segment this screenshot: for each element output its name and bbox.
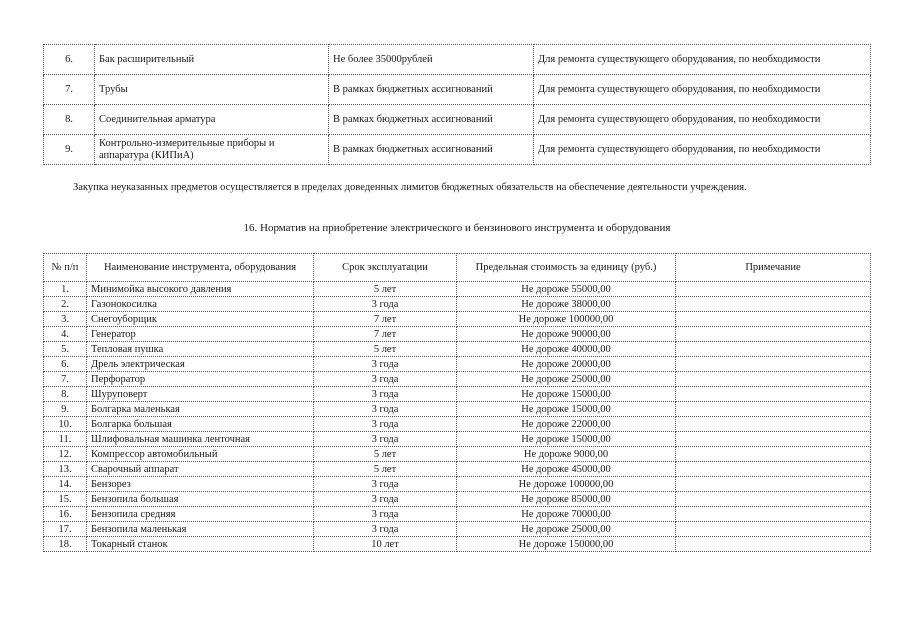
row-note (676, 327, 871, 342)
max-price: Не дороже 25000,00 (457, 372, 676, 387)
row-note (676, 492, 871, 507)
service-life: 7 лет (314, 327, 457, 342)
table-row (44, 327, 871, 342)
tool-name: Шуруповерт (87, 387, 314, 402)
item-limit: В рамках бюджетных ассигнований (329, 105, 534, 135)
table-row (44, 75, 871, 105)
table-row (44, 135, 871, 165)
service-life: 3 года (314, 507, 457, 522)
row-number: 7. (44, 75, 95, 105)
max-price: Не дороже 15000,00 (457, 402, 676, 417)
row-number: 4. (44, 327, 87, 342)
row-note (676, 447, 871, 462)
service-life: 5 лет (314, 342, 457, 357)
item-note: Для ремонта существующего оборудования, по необходимости (534, 45, 871, 75)
service-life: 5 лет (314, 462, 457, 477)
row-note (676, 387, 871, 402)
item-note: Для ремонта существующего оборудования, по необходимости (534, 75, 871, 105)
row-note (676, 507, 871, 522)
procurement-note: Закупка неуказанных предметов осуществляется в пределах доведенных лимитов бюджетных обязательств на обеспечение деятельности учреждения. (73, 182, 747, 193)
table-row (44, 432, 871, 447)
max-price: Не дороже 25000,00 (457, 522, 676, 537)
table-header-row (44, 254, 871, 282)
item-limit: В рамках бюджетных ассигнований (329, 135, 534, 165)
item-note: Для ремонта существующего оборудования, по необходимости (534, 135, 871, 165)
table-row (44, 477, 871, 492)
tool-name: Снегоуборщик (87, 312, 314, 327)
header-note: Примечание (676, 254, 871, 282)
max-price: Не дороже 9000,00 (457, 447, 676, 462)
tool-name: Компрессор автомобильный (87, 447, 314, 462)
row-number: 8. (44, 387, 87, 402)
service-life: 3 года (314, 522, 457, 537)
tool-name: Бензопила средняя (87, 507, 314, 522)
service-life: 3 года (314, 387, 457, 402)
item-limit: Не более 35000рублей (329, 45, 534, 75)
max-price: Не дороже 45000,00 (457, 462, 676, 477)
row-note (676, 357, 871, 372)
service-life: 3 года (314, 477, 457, 492)
row-number: 17. (44, 522, 87, 537)
service-life: 5 лет (314, 282, 457, 297)
table-row (44, 342, 871, 357)
row-number: 18. (44, 537, 87, 552)
max-price: Не дороже 85000,00 (457, 492, 676, 507)
row-note (676, 522, 871, 537)
service-life: 5 лет (314, 447, 457, 462)
max-price: Не дороже 15000,00 (457, 387, 676, 402)
row-note (676, 297, 871, 312)
row-number: 6. (44, 45, 95, 75)
max-price: Не дороже 22000,00 (457, 417, 676, 432)
row-note (676, 537, 871, 552)
tool-name: Шлифовальная машинка ленточная (87, 432, 314, 447)
row-number: 13. (44, 462, 87, 477)
row-note (676, 477, 871, 492)
row-number: 14. (44, 477, 87, 492)
table-row (44, 402, 871, 417)
tool-name: Болгарка большая (87, 417, 314, 432)
service-life: 3 года (314, 372, 457, 387)
service-life: 3 года (314, 297, 457, 312)
tool-name: Бензопила маленькая (87, 522, 314, 537)
table-row (44, 507, 871, 522)
service-life: 3 года (314, 417, 457, 432)
table-row (44, 282, 871, 297)
tool-name: Болгарка маленькая (87, 402, 314, 417)
tool-name: Перфоратор (87, 372, 314, 387)
row-number: 9. (44, 135, 95, 165)
max-price: Не дороже 20000,00 (457, 357, 676, 372)
item-name: Трубы (95, 75, 329, 105)
table-row (44, 492, 871, 507)
row-number: 10. (44, 417, 87, 432)
item-limit: В рамках бюджетных ассигнований (329, 75, 534, 105)
item-name: Соединительная арматура (95, 105, 329, 135)
service-life: 7 лет (314, 312, 457, 327)
section-title: 16. Норматив на приобретение электрического и бензинового инструмента и оборудования (243, 222, 671, 234)
row-note (676, 282, 871, 297)
row-number: 7. (44, 372, 87, 387)
tool-name: Генератор (87, 327, 314, 342)
max-price: Не дороже 90000,00 (457, 327, 676, 342)
max-price: Не дороже 40000,00 (457, 342, 676, 357)
row-number: 11. (44, 432, 87, 447)
table-row (44, 105, 871, 135)
row-number: 5. (44, 342, 87, 357)
row-number: 6. (44, 357, 87, 372)
row-number: 2. (44, 297, 87, 312)
max-price: Не дороже 15000,00 (457, 432, 676, 447)
table-row (44, 537, 871, 552)
tool-name: Тепловая пушка (87, 342, 314, 357)
row-number: 12. (44, 447, 87, 462)
table-row (44, 372, 871, 387)
service-life: 3 года (314, 402, 457, 417)
tool-name: Токарный станок (87, 537, 314, 552)
table-row (44, 312, 871, 327)
row-number: 1. (44, 282, 87, 297)
service-life: 3 года (314, 492, 457, 507)
row-note (676, 402, 871, 417)
row-note (676, 462, 871, 477)
item-note: Для ремонта существующего оборудования, по необходимости (534, 105, 871, 135)
max-price: Не дороже 150000,00 (457, 537, 676, 552)
service-life: 10 лет (314, 537, 457, 552)
row-number: 15. (44, 492, 87, 507)
row-note (676, 417, 871, 432)
item-name: Бак расширительный (95, 45, 329, 75)
service-life: 3 года (314, 357, 457, 372)
header-term: Срок эксплуатации (314, 254, 457, 282)
max-price: Не дороже 70000,00 (457, 507, 676, 522)
table-row (44, 447, 871, 462)
service-life: 3 года (314, 432, 457, 447)
max-price: Не дороже 100000,00 (457, 477, 676, 492)
equipment-limits-table (43, 44, 871, 165)
row-note (676, 432, 871, 447)
table-row (44, 297, 871, 312)
item-name: Контрольно-измерительные приборы и аппаратура (КИПиА) (95, 135, 329, 165)
table-row (44, 417, 871, 432)
tool-name: Дрель электрическая (87, 357, 314, 372)
row-number: 8. (44, 105, 95, 135)
row-note (676, 372, 871, 387)
row-number: 9. (44, 402, 87, 417)
tool-name: Сварочный аппарат (87, 462, 314, 477)
table-row (44, 522, 871, 537)
table-row (44, 462, 871, 477)
header-price: Предельная стоимость за единицу (руб.) (457, 254, 676, 282)
table-row (44, 357, 871, 372)
tool-name: Газонокосилка (87, 297, 314, 312)
row-number: 16. (44, 507, 87, 522)
table-row (44, 45, 871, 75)
header-num: № п/п (44, 254, 87, 282)
max-price: Не дороже 100000,00 (457, 312, 676, 327)
header-name: Наименование инструмента, оборудования (87, 254, 314, 282)
row-number: 3. (44, 312, 87, 327)
tool-name: Бензопила большая (87, 492, 314, 507)
max-price: Не дороже 55000,00 (457, 282, 676, 297)
row-note (676, 342, 871, 357)
max-price: Не дороже 38000,00 (457, 297, 676, 312)
tools-norm-table (43, 253, 871, 552)
row-note (676, 312, 871, 327)
table-row (44, 387, 871, 402)
tool-name: Минимойка высокого давления (87, 282, 314, 297)
tool-name: Бензорез (87, 477, 314, 492)
